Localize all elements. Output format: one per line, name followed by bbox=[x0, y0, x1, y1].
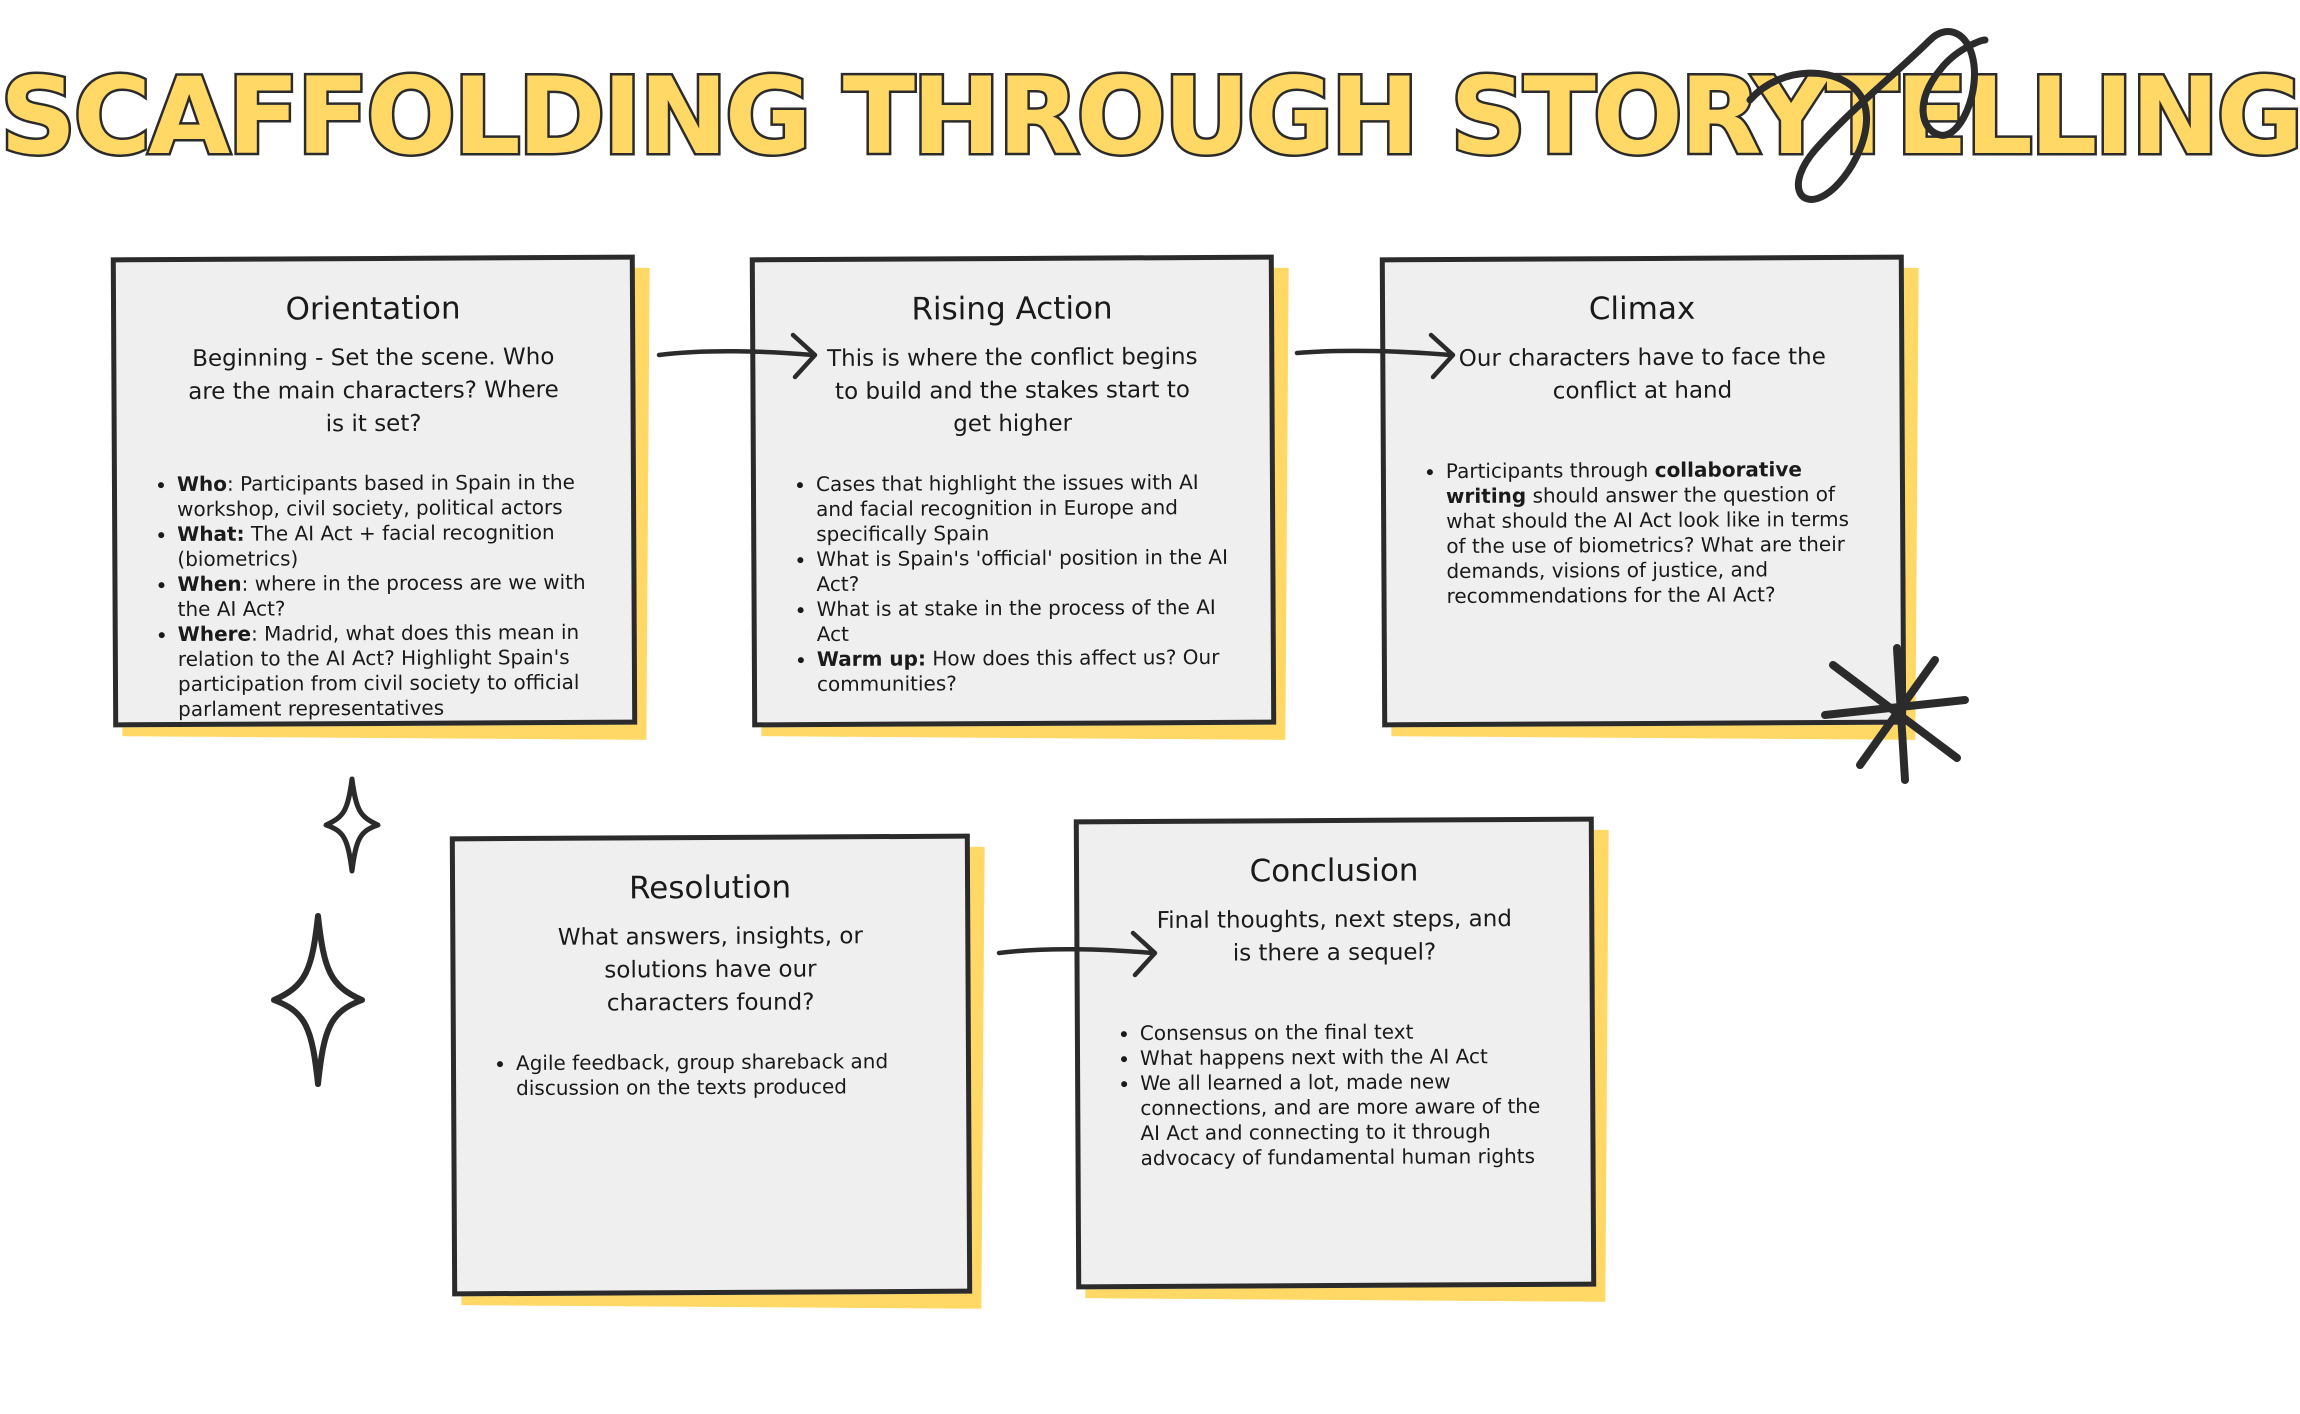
list-item bbox=[817, 645, 1237, 697]
list-item-lead: When bbox=[177, 571, 242, 597]
card-title: Climax bbox=[1588, 290, 1696, 328]
list-item-text: The AI Act + facial recognition (biometrics) bbox=[177, 520, 555, 572]
card-body bbox=[450, 834, 972, 1297]
list-item-text: What happens next with the AI Act bbox=[1139, 1044, 1488, 1071]
card-subtitle: Beginning - Set the scene. Who are the main characters? Where is it set? bbox=[188, 344, 559, 438]
loop-squiggle-icon bbox=[1740, 10, 1990, 210]
list-item bbox=[1446, 457, 1867, 609]
list-item bbox=[177, 470, 597, 522]
card-title: Rising Action bbox=[911, 290, 1113, 328]
card-subtitle: Final thoughts, next steps, and is there a sequel? bbox=[1156, 906, 1512, 967]
arrow-right-icon bbox=[995, 925, 1165, 985]
card-title: Resolution bbox=[628, 869, 792, 907]
list-item-text: Cases that highlight the issues with AI and facial recognition in Europe and specifically Spain bbox=[815, 470, 1199, 547]
sparkle-icon bbox=[322, 775, 382, 875]
list-item bbox=[817, 595, 1237, 647]
card-list bbox=[490, 1049, 932, 1101]
card-body bbox=[1074, 817, 1596, 1290]
list-item bbox=[177, 570, 597, 622]
list-item-lead: Who bbox=[176, 471, 228, 497]
list-item-lead: Where bbox=[177, 621, 252, 647]
list-item bbox=[1140, 1044, 1556, 1071]
arrow-right-icon bbox=[655, 325, 825, 385]
card-subtitle: What answers, insights, or solutions have our characters found? bbox=[557, 923, 863, 1017]
card-title: Conclusion bbox=[1249, 852, 1419, 890]
card-body bbox=[111, 255, 637, 728]
list-item bbox=[177, 520, 597, 572]
list-item-text: Agile feedback, group shareback and discussion on the texts produced bbox=[515, 1049, 889, 1101]
card-resolution bbox=[451, 835, 971, 1295]
list-item-text: : Participants based in Spain in the workshop, civil society, political actors bbox=[177, 470, 575, 522]
card-list bbox=[790, 470, 1237, 697]
list-item-text: : where in the process are we with the AI Act? bbox=[177, 570, 586, 622]
asterisk-star-icon bbox=[1815, 640, 1975, 790]
list-item-text: should answer the question of what should the AI Act look like in terms of the use of biometrics? What are their demands, visions of justice, and recommendations for the AI Act? bbox=[1446, 482, 1850, 609]
list-item-text: What is at stake in the process of the AI Act bbox=[816, 595, 1216, 647]
list-item bbox=[1140, 1019, 1556, 1046]
list-item bbox=[1140, 1069, 1557, 1171]
card-orientation bbox=[112, 256, 636, 726]
arrow-right-icon bbox=[1293, 325, 1463, 385]
card-list bbox=[1420, 457, 1867, 609]
list-item-text: We all learned a lot, made new connections, and are more aware of the AI Act and connecting to it through advocacy of fundamental human rights bbox=[1140, 1069, 1541, 1171]
card-rising-action bbox=[751, 256, 1275, 726]
list-item-text: Consensus on the final text bbox=[1139, 1019, 1414, 1046]
card-conclusion bbox=[1075, 818, 1595, 1288]
card-list bbox=[1114, 1019, 1557, 1171]
list-item-text: How does this affect us? Our communities? bbox=[816, 645, 1220, 697]
page-title: SCAFFOLDING THROUGH STORYTELLING bbox=[0, 55, 2300, 178]
list-item-text: What is Spain's 'official' position in the AI Act? bbox=[816, 545, 1229, 597]
card-title: Orientation bbox=[285, 290, 461, 328]
list-item-text: Participants through bbox=[1445, 458, 1655, 484]
card-list bbox=[151, 470, 598, 722]
card-subtitle: This is where the conflict begins to build and the stakes start to get higher bbox=[827, 344, 1198, 438]
list-item bbox=[816, 545, 1236, 597]
list-item bbox=[816, 470, 1236, 547]
card-body bbox=[750, 255, 1276, 728]
list-item bbox=[178, 620, 599, 722]
list-item-lead: collaborative writing bbox=[1445, 457, 1802, 509]
list-item-text: : Madrid, what does this mean in relation to the AI Act? Highlight Spain's participation from civil society to official parlament representatives bbox=[177, 620, 580, 722]
list-item bbox=[516, 1049, 932, 1101]
card-subtitle: Our characters have to face the conflict at hand bbox=[1458, 344, 1826, 405]
list-item-lead: What: bbox=[177, 521, 245, 547]
list-item-lead: Warm up: bbox=[816, 646, 927, 672]
sparkle-icon bbox=[268, 910, 368, 1090]
